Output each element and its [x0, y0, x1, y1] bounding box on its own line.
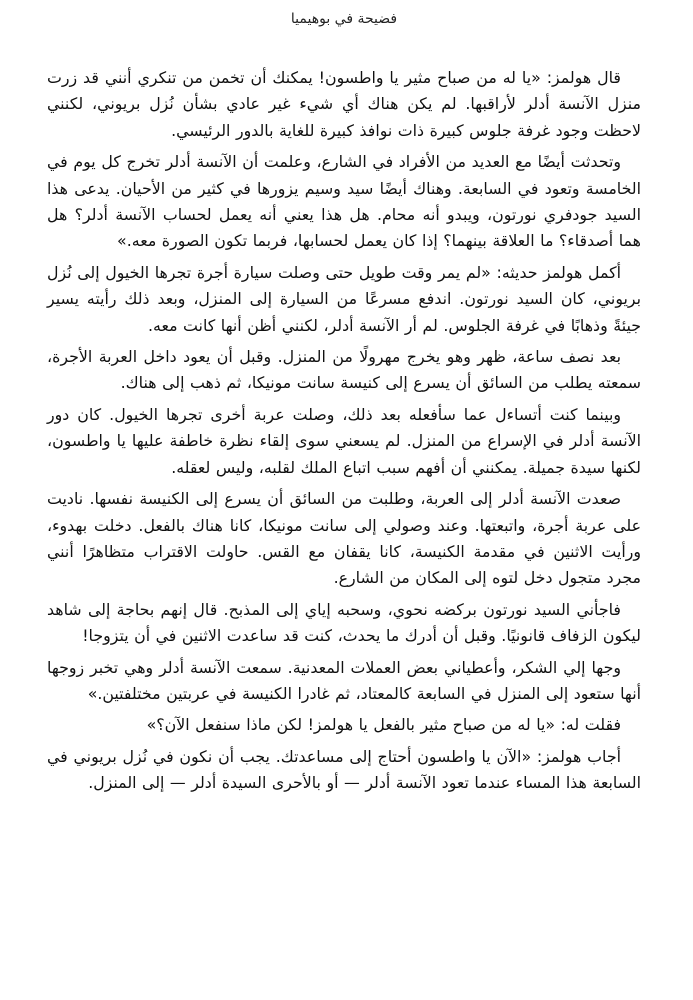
paragraph: أجاب هولمز: «الآن يا واطسون أحتاج إلى مساعدتك. يجب أن نكون في نُزل بريوني في السابعة هذا المساء عندما تعود الآنسة أدلر — أو بالأحرى السيدة أدلر — إلى المنزل.	[47, 746, 641, 793]
paragraph: صعدت الآنسة أدلر إلى العربة، وطلبت من السائق أن يسرع إلى الكنيسة نفسها. ناديت على عربة أجرة، واتبعتها. وعند وصولي إلى سانت مونيكا، كانا هناك بالفعل. دخلت بهدوء، ورأيت الاثنين في مقدمة الكنيسة، كانا يقفان مع القس. حاولت الاقتراب متظاهرًا أنني مجرد متجول دخل لتوه إلى المكان من الشارع.	[47, 489, 641, 588]
paragraph: وجها إلي الشكر، وأعطياني بعض العملات المعدنية. سمعت الآنسة أدلر وهي تخبر زوجها أنها ستعود إلى المنزل في السابعة كالمعتاد، ثم غادرا الكنيسة في عربتين مختلفتين.»	[47, 657, 641, 703]
paragraph: فاجأني السيد نورتون بركضه نحوي، وسحبه إياي إلى المذبح. قال إنهم بحاجة إلى شاهد ليكون الزفاف قانونيًا. وقبل أن أدرك ما يحدث، كنت قد ساعدت الاثنين في أن يتزوجا!	[47, 599, 641, 646]
running-header: فضيحة في بوهيميا	[290, 11, 398, 27]
paragraph: بعد نصف ساعة، ظهر وهو يخرج مهرولًا من المنزل. وقبل أن يعود داخل العربة الأجرة، سمعته يطلب من السائق أن يسرع إلى كنيسة سانت مونيكا، ثم ذهب إلى هناك.	[47, 347, 641, 393]
paragraph: أكمل هولمز حديثه: «لم يمر وقت طويل حتى وصلت سيارة أجرة تجرها الخيول إلى نُزل بريوني، كان السيد نورتون. اندفع مسرعًا من السيارة إلى المنزل، وبعد ذلك رأيته يسير جيئةً وذهابًا في غرفة الجلوس. لم أر الآنسة أدلر، لكنني أظن أنها كانت معه.	[47, 262, 641, 335]
paragraph: وتحدثت أيضًا مع العديد من الأفراد في الشارع، وعلمت أن الآنسة أدلر تخرج كل يوم في الخامسة وتعود في السابعة. وهناك أيضًا سيد وسيم يزورها في كثير من الأحيان. يدعى هذا السيد جودفري نورتون، ويبدو أنه محام. هل هذا يعني أنه يعمل لحساب الآنسة أدلر؟ هل هما أصدقاء؟ ما العلاقة بينهما؟ إذا كان يعمل لحسابها، فربما تكون الصورة معه.»	[47, 152, 641, 251]
paragraph: وبينما كنت أتساءل عما سأفعله بعد ذلك، وصلت عربة أخرى تجرها الخيول. كان دور الآنسة أدلر في الإسراع من المنزل. لم يسعني سوى إلقاء نظرة خاطفة عليها يا واطسون، لكنها سيدة جميلة. يمكنني أن أفهم سبب اتباع الملك لقلبه، وليس لعقله.	[47, 404, 641, 477]
paragraph: قال هولمز: «يا له من صباح مثير يا واطسون! يمكنك أن تخمن من تنكري أنني قد زرت منزل الآنسة أدلر لأراقبها. لم يكن هناك أي شيء غير عادي بشأن نُزل بريوني، لكنني لاحظت وجود غرفة جلوس كبيرة ذات نوافذ كبيرة للغاية بالدور الرئيسي.	[47, 68, 641, 140]
paragraph: فقلت له: «يا له من صباح مثير بالفعل يا هولمز! لكن ماذا سنفعل الآن؟»	[146, 715, 621, 735]
story-text	[47, 65, 641, 797]
